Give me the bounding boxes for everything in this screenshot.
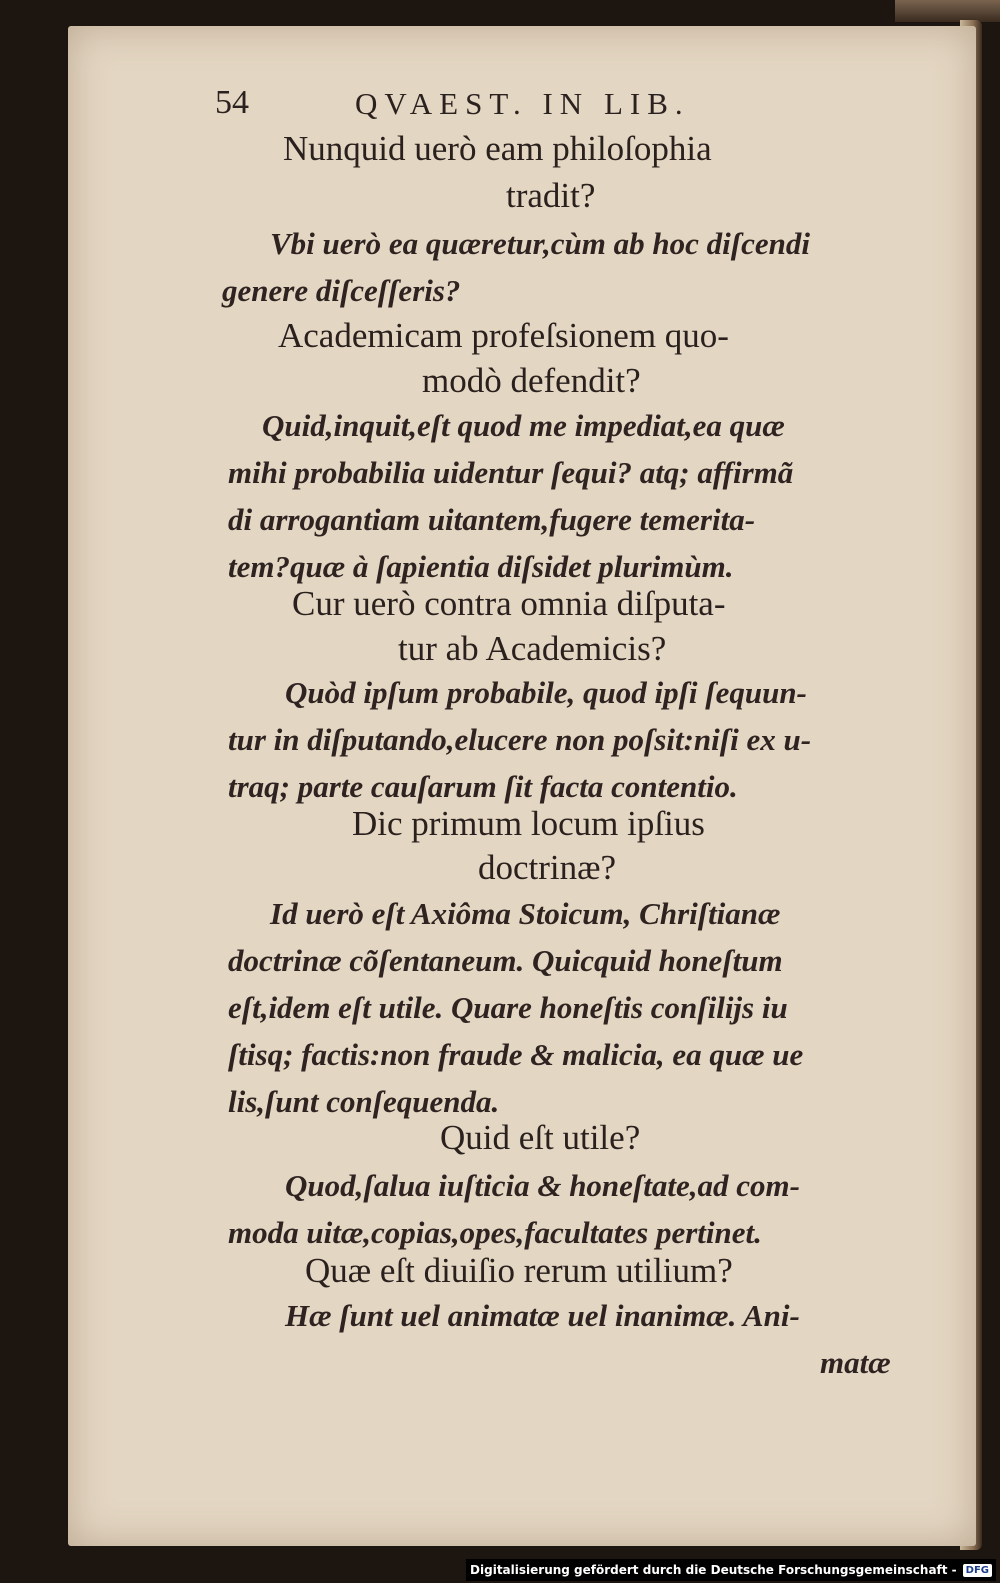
- credit-text: Digitalisierung gefördert durch die Deutsche Forschungsgemeinschaft -: [470, 1563, 957, 1577]
- answer-line: Quid,inquit,eſt quod me impediat,ea quæ: [262, 408, 785, 443]
- answer-line: moda uitæ,copias,opes,facultates pertinet.: [228, 1215, 762, 1250]
- question-line: tur ab Academicis?: [398, 629, 667, 668]
- answer-line: Vbi uerò ea quæretur,cùm ab hoc diſcendi: [270, 226, 810, 261]
- answer-line: lis,ſunt conſequenda.: [228, 1084, 500, 1119]
- answer-line: di arrogantiam uitantem,fugere temerita-: [228, 502, 756, 537]
- answer-line: genere diſceſſeris?: [222, 273, 461, 308]
- answer-line: Quod,ſalua iuſticia & honeſtate,ad com-: [285, 1168, 800, 1203]
- answer-line: Quòd ipſum probabile, quod ipſi ſequun-: [285, 675, 807, 710]
- answer-line: doctrinæ cõſentaneum. Quicquid honeſtum: [228, 943, 783, 978]
- question-line: tradit?: [506, 176, 596, 215]
- answer-line: eſt,idem eſt utile. Quare honeſtis conſilijs iu: [228, 990, 788, 1025]
- answer-line: Id uerò eſt Axiôma Stoicum, Chriſtianæ: [270, 896, 781, 931]
- answer-line: Hæ ſunt uel animatæ uel inanimæ. Ani-: [285, 1298, 800, 1333]
- dfg-logo: DFG: [963, 1564, 992, 1577]
- catchword: matæ: [820, 1345, 891, 1380]
- question-line: Dic primum locum ipſius: [352, 804, 705, 843]
- digitization-credit: [466, 1559, 996, 1581]
- book-cover-corner: [895, 0, 1000, 22]
- running-head: [215, 84, 805, 126]
- answer-line: tur in diſputando,elucere non poſsit:niſi ex u-: [228, 722, 812, 757]
- page-number: 54: [215, 84, 249, 121]
- answer-line: mihi probabilia uidentur ſequi? atq; affirmã: [228, 455, 794, 490]
- answer-line: traq; parte cauſarum ſit facta contentio.: [228, 769, 738, 804]
- question-line: Quæ eſt diuiſio rerum utilium?: [305, 1251, 733, 1290]
- question-line: Quid eſt utile?: [440, 1118, 641, 1157]
- question-line: Cur uerò contra omnia diſputa-: [292, 584, 726, 623]
- answer-line: tem?quæ à ſapientia diſsidet plurimùm.: [228, 549, 734, 584]
- question-line: doctrinæ?: [478, 848, 617, 887]
- answer-line: ſtisq; factis:non fraude & malicia, ea quæ ue: [228, 1037, 804, 1072]
- question-line: Nunquid uerò eam philoſophia: [283, 129, 712, 168]
- question-line: Academicam profeſsionem quo-: [278, 316, 729, 355]
- question-line: modò defendit?: [422, 361, 641, 400]
- running-title: QVAEST. IN LIB.: [355, 86, 690, 121]
